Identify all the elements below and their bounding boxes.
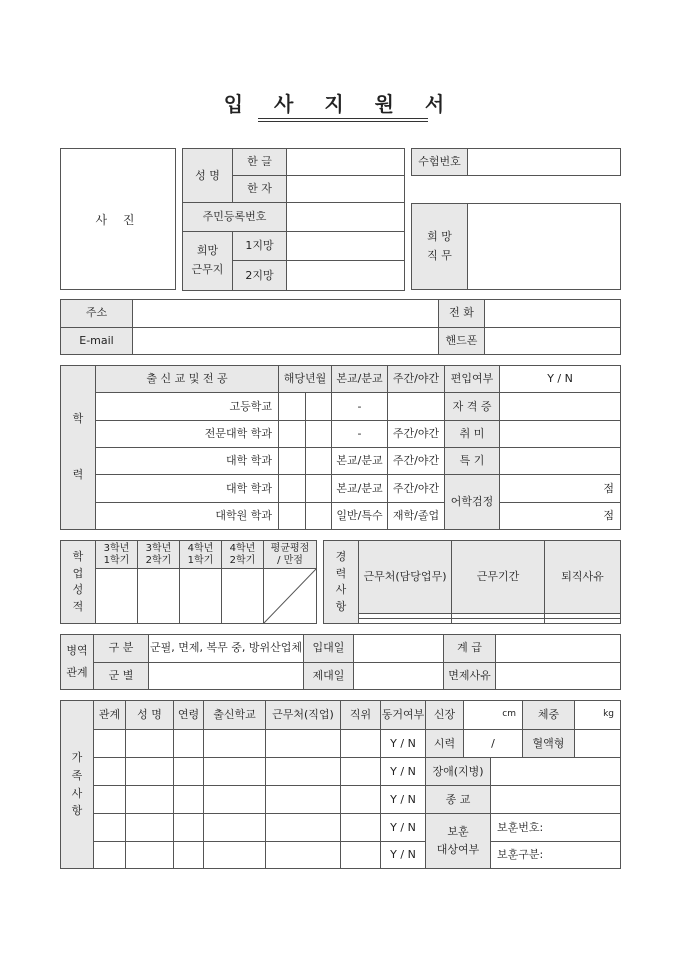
hope-job-label: 희 망 직 무 bbox=[412, 204, 468, 290]
date-cell[interactable] bbox=[306, 447, 332, 474]
fam-cell[interactable] bbox=[266, 758, 341, 786]
grade-header-4-2: 4학년 2학기 bbox=[222, 541, 264, 569]
phone-field[interactable] bbox=[485, 300, 621, 328]
veteran-class-field[interactable]: 보훈구분: bbox=[491, 842, 621, 869]
religion-field[interactable] bbox=[491, 786, 621, 814]
grade-header-average: 평균평점 / 만점 bbox=[264, 541, 317, 569]
fam-cell[interactable] bbox=[174, 730, 204, 758]
address-label: 주소 bbox=[61, 300, 133, 328]
school-university: 대학 학과 bbox=[96, 447, 279, 474]
career-cell[interactable] bbox=[359, 619, 452, 624]
shift-cell[interactable]: 재학/졸업 bbox=[388, 502, 445, 529]
blood-label: 혈액형 bbox=[523, 730, 575, 758]
grades-table bbox=[60, 540, 317, 624]
date-cell[interactable] bbox=[306, 420, 332, 447]
fam-cell[interactable] bbox=[94, 758, 126, 786]
edu-header-campus: 본교/분교 bbox=[332, 366, 388, 393]
fam-cell[interactable] bbox=[204, 730, 266, 758]
lang-score-1[interactable]: 점 bbox=[500, 475, 621, 502]
branch-label: 군 별 bbox=[94, 662, 149, 690]
page-title: 입 사 지 원 서 bbox=[223, 92, 457, 116]
family-table bbox=[60, 700, 621, 869]
fam-cell[interactable] bbox=[204, 842, 266, 869]
education-section: 학 력 bbox=[61, 366, 96, 530]
career-table bbox=[323, 540, 621, 624]
enlist-label: 입대일 bbox=[304, 635, 354, 663]
date-cell[interactable] bbox=[279, 447, 306, 474]
hobby-field[interactable] bbox=[500, 420, 621, 447]
fam-header-relation: 관계 bbox=[94, 701, 126, 730]
fam-cell[interactable] bbox=[94, 842, 126, 869]
school-college: 전문대학 학과 bbox=[96, 420, 279, 447]
date-cell[interactable] bbox=[279, 393, 306, 420]
skill-field[interactable] bbox=[500, 447, 621, 474]
phone-label: 전 화 bbox=[439, 300, 485, 328]
date-cell[interactable] bbox=[306, 475, 332, 502]
hobby-label: 취 미 bbox=[445, 420, 500, 447]
fam-cell[interactable] bbox=[266, 730, 341, 758]
choice1-field[interactable] bbox=[287, 232, 405, 261]
name-label: 성 명 bbox=[183, 149, 233, 203]
grade-cell[interactable] bbox=[138, 569, 180, 624]
campus-cell[interactable]: 본교/분교 bbox=[332, 475, 388, 502]
date-cell[interactable] bbox=[306, 393, 332, 420]
career-header-company: 근무처(담당업무) bbox=[359, 541, 452, 614]
education-table bbox=[60, 365, 621, 530]
disability-label: 장애(지병) bbox=[426, 758, 491, 786]
fam-cell[interactable] bbox=[204, 814, 266, 842]
fam-cell[interactable] bbox=[204, 758, 266, 786]
grade-header-3-1: 3학년 1학기 bbox=[96, 541, 138, 569]
exam-no-label: 수험번호 bbox=[412, 149, 468, 176]
shift-cell[interactable]: 주간/야간 bbox=[388, 447, 445, 474]
email-label: E-mail bbox=[61, 327, 133, 355]
fam-header-school: 출신학교 bbox=[204, 701, 266, 730]
fam-header-name: 성 명 bbox=[126, 701, 174, 730]
fam-cell[interactable] bbox=[204, 786, 266, 814]
discharge-field[interactable] bbox=[354, 662, 444, 690]
choice1-label: 1지망 bbox=[233, 232, 287, 261]
career-cell[interactable] bbox=[452, 619, 545, 624]
weight-label: 체중 bbox=[523, 701, 575, 730]
fam-cell[interactable] bbox=[94, 786, 126, 814]
grade-header-3-2: 3학년 2학기 bbox=[138, 541, 180, 569]
vision-field[interactable]: / bbox=[464, 730, 523, 758]
military-section: 병역 관계 bbox=[61, 635, 94, 690]
campus-cell[interactable]: 본교/분교 bbox=[332, 447, 388, 474]
fam-cell[interactable] bbox=[126, 814, 174, 842]
fam-cell[interactable] bbox=[126, 730, 174, 758]
grade-cell[interactable] bbox=[96, 569, 138, 624]
resident-no-label: 주민등록번호 bbox=[183, 203, 287, 232]
fam-cell[interactable] bbox=[266, 786, 341, 814]
fam-cell[interactable] bbox=[341, 758, 381, 786]
edu-header-school: 출 신 교 및 전 공 bbox=[96, 366, 279, 393]
military-type-value[interactable]: 군필, 면제, 복무 중, 방위산업체 bbox=[149, 635, 304, 663]
fam-cell[interactable] bbox=[174, 786, 204, 814]
rank-label: 계 급 bbox=[444, 635, 496, 663]
cohabit-yn[interactable]: Y / N bbox=[381, 814, 426, 842]
date-cell[interactable] bbox=[279, 475, 306, 502]
fam-cell[interactable] bbox=[174, 758, 204, 786]
veteran-no-field[interactable]: 보훈번호: bbox=[491, 814, 621, 842]
career-header-reason: 퇴직사유 bbox=[545, 541, 621, 614]
hanja-label: 한 자 bbox=[233, 176, 287, 203]
grade-header-4-1: 4학년 1학기 bbox=[180, 541, 222, 569]
military-type-label: 구 분 bbox=[94, 635, 149, 663]
grades-section: 학 업 성 적 bbox=[61, 541, 96, 624]
address-field[interactable] bbox=[133, 300, 439, 328]
religion-label: 종 교 bbox=[426, 786, 491, 814]
vision-label: 시력 bbox=[426, 730, 464, 758]
edu-header-date: 해당년월 bbox=[279, 366, 332, 393]
fam-cell[interactable] bbox=[174, 814, 204, 842]
branch-field[interactable] bbox=[149, 662, 304, 690]
fam-header-cohabit: 동거여부 bbox=[381, 701, 426, 730]
campus-cell: - bbox=[332, 393, 388, 420]
fam-cell[interactable] bbox=[341, 730, 381, 758]
choice2-field[interactable] bbox=[287, 261, 405, 291]
contact-table bbox=[60, 299, 621, 355]
hope-job-field[interactable] bbox=[468, 204, 621, 290]
korean-label: 한 글 bbox=[233, 149, 287, 176]
fam-header-work: 근무처(직업) bbox=[266, 701, 341, 730]
rank-field[interactable] bbox=[496, 635, 621, 663]
email-field[interactable] bbox=[133, 327, 439, 355]
cohabit-yn[interactable]: Y / N bbox=[381, 730, 426, 758]
fam-cell[interactable] bbox=[94, 814, 126, 842]
fam-header-position: 직위 bbox=[341, 701, 381, 730]
personal-table bbox=[182, 148, 405, 291]
veteran-label: 보훈 대상여부 bbox=[426, 814, 491, 869]
title-underline bbox=[258, 118, 428, 122]
shift-cell[interactable] bbox=[388, 393, 445, 420]
hope-area-label: 희망 근무지 bbox=[183, 232, 233, 291]
date-cell[interactable] bbox=[279, 420, 306, 447]
resident-no-field[interactable] bbox=[287, 203, 405, 232]
discharge-label: 제대일 bbox=[304, 662, 354, 690]
fam-cell[interactable] bbox=[266, 814, 341, 842]
fam-cell[interactable] bbox=[341, 814, 381, 842]
cohabit-yn[interactable]: Y / N bbox=[381, 786, 426, 814]
grade-cell[interactable] bbox=[180, 569, 222, 624]
fam-cell[interactable] bbox=[126, 786, 174, 814]
fam-cell[interactable] bbox=[94, 730, 126, 758]
height-label: 신장 bbox=[426, 701, 464, 730]
mobile-field[interactable] bbox=[485, 327, 621, 355]
career-header-period: 근무기간 bbox=[452, 541, 545, 614]
lang-score-2[interactable]: 점 bbox=[500, 502, 621, 529]
blood-field[interactable] bbox=[575, 730, 621, 758]
enlist-field[interactable] bbox=[354, 635, 444, 663]
average-cell[interactable] bbox=[264, 569, 317, 624]
date-cell[interactable] bbox=[279, 502, 306, 529]
fam-cell[interactable] bbox=[174, 842, 204, 869]
edu-header-transfer: 편입여부 bbox=[445, 366, 500, 393]
campus-cell: - bbox=[332, 420, 388, 447]
cohabit-yn[interactable]: Y / N bbox=[381, 842, 426, 869]
hanja-name-field[interactable] bbox=[287, 176, 405, 203]
career-cell[interactable] bbox=[545, 619, 621, 624]
cohabit-yn[interactable]: Y / N bbox=[381, 758, 426, 786]
school-university-2: 대학 학과 bbox=[96, 475, 279, 502]
choice2-label: 2지망 bbox=[233, 261, 287, 291]
diagonal-line bbox=[264, 569, 316, 623]
disability-field[interactable] bbox=[491, 758, 621, 786]
grade-cell[interactable] bbox=[222, 569, 264, 624]
exam-no-field[interactable] bbox=[468, 149, 621, 176]
date-cell[interactable] bbox=[306, 502, 332, 529]
campus-cell[interactable]: 일반/특수 bbox=[332, 502, 388, 529]
family-section: 가 족 사 항 bbox=[61, 701, 94, 869]
fam-cell[interactable] bbox=[266, 842, 341, 869]
transfer-yn[interactable]: Y / N bbox=[500, 366, 621, 393]
shift-cell[interactable]: 주간/야간 bbox=[388, 475, 445, 502]
exempt-field[interactable] bbox=[496, 662, 621, 690]
exempt-label: 면제사유 bbox=[444, 662, 496, 690]
mobile-label: 핸드폰 bbox=[439, 327, 485, 355]
fam-cell[interactable] bbox=[126, 758, 174, 786]
fam-cell[interactable] bbox=[341, 842, 381, 869]
fam-cell[interactable] bbox=[341, 786, 381, 814]
weight-field[interactable]: kg bbox=[575, 701, 621, 730]
school-graduate: 대학원 학과 bbox=[96, 502, 279, 529]
fam-header-age: 연령 bbox=[174, 701, 204, 730]
photo-box[interactable]: 사 진 bbox=[60, 148, 176, 290]
height-field[interactable]: cm bbox=[464, 701, 523, 730]
school-highschool: 고등학교 bbox=[96, 393, 279, 420]
certificate-field[interactable] bbox=[500, 393, 621, 420]
fam-cell[interactable] bbox=[126, 842, 174, 869]
career-section: 경 력 사 항 bbox=[324, 541, 359, 624]
edu-header-shift: 주간/야간 bbox=[388, 366, 445, 393]
certificate-label: 자 격 증 bbox=[445, 393, 500, 420]
exam-table bbox=[411, 148, 621, 176]
korean-name-field[interactable] bbox=[287, 149, 405, 176]
military-table bbox=[60, 634, 621, 690]
job-table bbox=[411, 203, 621, 290]
skill-label: 특 기 bbox=[445, 447, 500, 474]
lang-test-label: 어학검정 bbox=[445, 475, 500, 530]
shift-cell[interactable]: 주간/야간 bbox=[388, 420, 445, 447]
